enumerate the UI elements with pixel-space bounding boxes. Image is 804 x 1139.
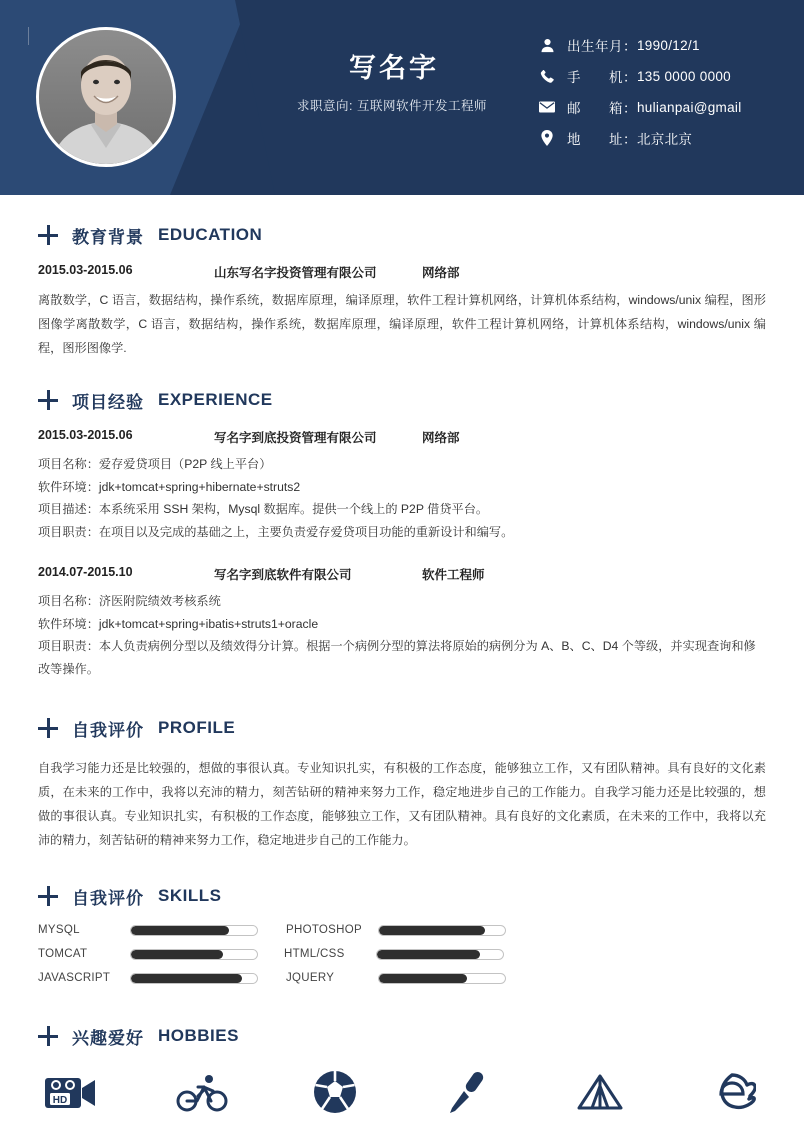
video-camera-hd-icon	[40, 1064, 100, 1120]
skill-label: JAVASCRIPT	[38, 972, 111, 984]
skill-item	[284, 948, 532, 960]
entry-role: 软件工程师	[422, 568, 485, 582]
skill-bar	[376, 949, 504, 960]
skill-bar-fill	[131, 950, 223, 959]
skill-bar	[130, 949, 258, 960]
entry-organization: 写名字到底投资管理有限公司	[214, 431, 377, 445]
skill-item	[38, 924, 286, 936]
contact-label: 出生年月：	[567, 39, 637, 54]
skill-label: JQUERY	[286, 972, 335, 984]
entry-line: 项目职责：本人负责病例分型以及绩效得分计算。根据一个病例分型的算法将原始的病例分为 A、B、C、D4 个等级，并实现查询和修改等操作。	[38, 639, 756, 676]
job-objective: 求职意向: 互联网软件开发工程师	[297, 99, 487, 113]
skill-bar	[130, 925, 258, 936]
entry-line: 项目职责：在项目以及完成的基础之上，主要负责爱存爱贷项目功能的重新设计和编写。	[38, 524, 514, 539]
entry-line: 软件环境：jdk+tomcat+spring+ibatis+struts1+oracle	[38, 616, 319, 631]
spacer	[38, 549, 766, 565]
plus-icon	[38, 225, 58, 245]
person-icon	[536, 38, 558, 53]
skill-item	[286, 972, 532, 984]
hobbies-list	[38, 1064, 766, 1120]
skill-item	[286, 924, 534, 936]
plus-icon	[38, 1026, 58, 1046]
entry-date: 2015.03-2015.06	[38, 428, 133, 442]
section-title-en: EXPERIENCE	[158, 390, 273, 409]
education-entry	[38, 263, 766, 360]
skill-label: TOMCAT	[38, 948, 88, 960]
entry-line: 软件环境：jdk+tomcat+spring+hibernate+struts2	[38, 479, 301, 494]
contact-row-email	[536, 93, 742, 121]
contact-row-address	[536, 124, 742, 152]
experience-entry	[38, 428, 766, 543]
resume-header	[0, 0, 804, 195]
section-title-cn: 兴趣爱好	[72, 1028, 144, 1048]
skill-bar-fill	[377, 950, 480, 959]
contact-value-address: 北京北京	[637, 132, 693, 147]
skill-bar-fill	[131, 926, 229, 935]
section-title-en: HOBBIES	[158, 1026, 239, 1045]
section-skills	[38, 882, 766, 996]
tent-camping-icon	[570, 1064, 630, 1120]
contact-label: 地 址：	[567, 132, 637, 147]
contact-label: 邮 箱：	[567, 101, 637, 116]
skill-bar-fill	[131, 974, 242, 983]
entry-role: 网络部	[422, 431, 460, 445]
section-header-skills	[38, 882, 766, 910]
cycling-icon	[172, 1064, 232, 1120]
entry-organization: 山东写名字投资管理有限公司	[214, 266, 377, 280]
entry-date: 2015.03-2015.06	[38, 263, 133, 277]
section-header-education	[38, 221, 766, 249]
profile-body: 自我学习能力还是比较强的，想做的事很认真。专业知识扎实，有积极的工作态度，能够独立工作，又有团队精神。具有良好的文化素质，在未来的工作中，我将以充沛的精力，刻苦钻研的精神来努力工作，稳定地进步自己的工作能力。自我学习能力还是比较强的，想做的事很认真。专业知识扎实，有积极的工作态度，能够独立工作，又有团队精神。具有良好的文化素质，在未来的工作中，我将以充沛的精力，刻苦钻研的精神来努力工作，稳定地进步自己的工作能力。	[38, 761, 766, 847]
section-title-en: SKILLS	[158, 886, 222, 905]
mail-icon	[536, 99, 558, 115]
contact-value-phone: 135 0000 0000	[637, 68, 731, 84]
entry-date: 2014.07-2015.10	[38, 565, 133, 579]
skill-bar-fill	[379, 974, 467, 983]
page-title: 写名字	[349, 53, 439, 83]
skills-grid	[38, 924, 766, 996]
education-body: 离散数学，C 语言，数据结构，操作系统，数据库原理，编译原理，软件工程计算机网络，计算机体系结构，windows/unix 编程，图形图像学离散数学，C 语言，数据结构，操作系统，数据库原理，编译原理，软件工程计算机网络，计算机体系结构，windows/unix 编程，图形图像学.	[38, 293, 766, 355]
entry-header	[38, 428, 766, 446]
entry-role: 网络部	[422, 266, 460, 280]
section-header-hobbies	[38, 1022, 766, 1050]
section-title-cn: 教育背景	[72, 227, 144, 247]
contact-value-birth: 1990/12/1	[637, 37, 700, 53]
plus-icon	[38, 390, 58, 410]
entry-line: 项目描述：本系统采用 SSH 架构，Mysql 数据库。提供一个线上的 P2P 借贷平台。	[38, 502, 489, 516]
avatar	[36, 27, 176, 167]
location-icon	[536, 130, 558, 146]
entry-line: 项目名称：爱存爱贷项目（P2P 线上平台）	[38, 457, 272, 471]
skill-label: HTML/CSS	[284, 948, 345, 960]
internet-explorer-icon	[702, 1064, 762, 1120]
plus-icon	[38, 886, 58, 906]
section-header-profile	[38, 714, 766, 742]
contact-label: 手 机：	[567, 70, 637, 85]
contact-list	[536, 31, 742, 155]
contact-value-email: hulianpai@gmail	[637, 99, 742, 115]
experience-entry	[38, 565, 766, 680]
section-title-en: PROFILE	[158, 718, 236, 737]
skill-label: MYSQL	[38, 924, 80, 936]
section-header-experience	[38, 386, 766, 414]
section-title-cn: 项目经验	[72, 392, 144, 412]
microphone-icon	[437, 1064, 497, 1120]
section-profile	[38, 714, 766, 852]
name-block	[262, 46, 522, 114]
phone-icon	[536, 69, 558, 84]
skill-label: PHOTOSHOP	[286, 924, 362, 936]
section-experience	[38, 386, 766, 680]
contact-row-birth	[536, 31, 742, 59]
plus-icon	[38, 718, 58, 738]
contact-row-phone	[536, 62, 742, 90]
resume-body	[0, 221, 804, 1139]
skill-item	[38, 948, 284, 960]
section-hobbies	[38, 1022, 766, 1120]
entry-header	[38, 263, 766, 281]
soccer-ball-icon	[305, 1064, 365, 1120]
svg-text:HD: HD	[52, 1095, 68, 1106]
skill-item	[38, 972, 286, 984]
header-left-mark	[28, 27, 29, 45]
section-title-cn: 自我评价	[72, 888, 144, 908]
footer-spacer	[38, 1120, 766, 1139]
section-title-cn: 自我评价	[72, 720, 144, 740]
section-title-en: EDUCATION	[158, 225, 263, 244]
skill-bar	[378, 925, 506, 936]
skill-bar-fill	[379, 926, 485, 935]
skill-bar	[378, 973, 506, 984]
skill-bar	[130, 973, 258, 984]
entry-line: 项目名称：济医附院绩效考核系统	[38, 594, 221, 608]
section-education	[38, 221, 766, 360]
entry-organization: 写名字到底软件有限公司	[214, 568, 352, 582]
avatar-photo	[39, 30, 173, 164]
entry-header	[38, 565, 766, 583]
